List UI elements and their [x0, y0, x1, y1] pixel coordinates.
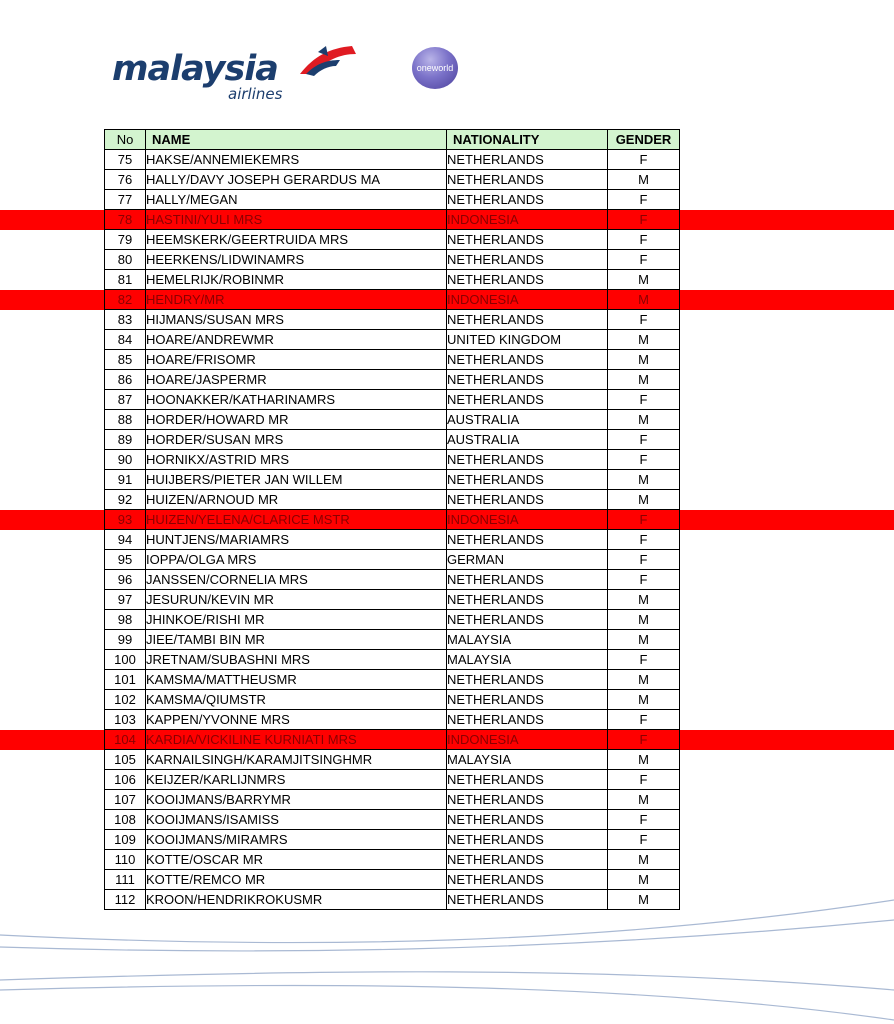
table-row: [105, 610, 680, 630]
cell-no: 99: [105, 630, 146, 650]
cell-name: HOONAKKER/KATHARINAMRS: [146, 390, 447, 410]
cell-gender: M: [608, 470, 680, 490]
cell-gender: M: [608, 610, 680, 630]
cell-no: 92: [105, 490, 146, 510]
cell-name: KARDIA/VICKILINE KURNIATI MRS: [146, 730, 447, 750]
cell-no: 95: [105, 550, 146, 570]
cell-no: 98: [105, 610, 146, 630]
cell-no: 110: [105, 850, 146, 870]
cell-nationality: NETHERLANDS: [447, 190, 608, 210]
table-row: [105, 450, 680, 470]
cell-no: 107: [105, 790, 146, 810]
cell-no: 81: [105, 270, 146, 290]
cell-name: KOOIJMANS/ISAMISS: [146, 810, 447, 830]
cell-name: HORDER/HOWARD MR: [146, 410, 447, 430]
cell-no: 82: [105, 290, 146, 310]
cell-nationality: NETHERLANDS: [447, 610, 608, 630]
cell-nationality: NETHERLANDS: [447, 670, 608, 690]
cell-no: 87: [105, 390, 146, 410]
cell-gender: M: [608, 890, 680, 910]
cell-gender: F: [608, 530, 680, 550]
decorative-swoosh: [0, 895, 894, 1024]
header-no: No: [105, 130, 146, 150]
cell-name: JIEE/TAMBI BIN MR: [146, 630, 447, 650]
cell-nationality: INDONESIA: [447, 290, 608, 310]
cell-nationality: AUSTRALIA: [447, 410, 608, 430]
cell-name: HALLY/MEGAN: [146, 190, 447, 210]
cell-name: HOARE/FRISOMR: [146, 350, 447, 370]
cell-nationality: MALAYSIA: [447, 650, 608, 670]
cell-name: HUIZEN/ARNOUD MR: [146, 490, 447, 510]
table-row: [105, 590, 680, 610]
cell-no: 90: [105, 450, 146, 470]
cell-nationality: NETHERLANDS: [447, 770, 608, 790]
header-gender: GENDER: [608, 130, 680, 150]
cell-gender: F: [608, 810, 680, 830]
cell-name: KEIJZER/KARLIJNMRS: [146, 770, 447, 790]
cell-name: KAMSMA/MATTHEUSMR: [146, 670, 447, 690]
table-row: [105, 150, 680, 170]
table-row: [105, 250, 680, 270]
cell-no: 79: [105, 230, 146, 250]
cell-name: HEEMSKERK/GEERTRUIDA MRS: [146, 230, 447, 250]
oneworld-logo: oneworld: [412, 47, 458, 89]
cell-gender: M: [608, 750, 680, 770]
cell-no: 75: [105, 150, 146, 170]
cell-gender: F: [608, 250, 680, 270]
cell-no: 78: [105, 210, 146, 230]
cell-no: 77: [105, 190, 146, 210]
table-row: [105, 550, 680, 570]
cell-no: 94: [105, 530, 146, 550]
cell-gender: M: [608, 490, 680, 510]
table-row: [105, 750, 680, 770]
cell-no: 84: [105, 330, 146, 350]
table-row: [105, 670, 680, 690]
cell-no: 76: [105, 170, 146, 190]
cell-no: 93: [105, 510, 146, 530]
table-row: [105, 850, 680, 870]
cell-gender: M: [608, 850, 680, 870]
cell-name: HOARE/JASPERMR: [146, 370, 447, 390]
cell-name: HIJMANS/SUSAN MRS: [146, 310, 447, 330]
cell-name: KOOIJMANS/BARRYMR: [146, 790, 447, 810]
cell-no: 104: [105, 730, 146, 750]
table-row: [105, 210, 680, 230]
cell-gender: F: [608, 310, 680, 330]
cell-gender: F: [608, 570, 680, 590]
cell-no: 91: [105, 470, 146, 490]
logo-subtitle: airlines: [228, 85, 283, 103]
cell-nationality: NETHERLANDS: [447, 310, 608, 330]
cell-no: 83: [105, 310, 146, 330]
table-row: [105, 390, 680, 410]
table-row: [105, 730, 680, 750]
passenger-table: [104, 129, 680, 910]
cell-gender: M: [608, 330, 680, 350]
cell-gender: M: [608, 290, 680, 310]
cell-gender: M: [608, 870, 680, 890]
cell-no: 105: [105, 750, 146, 770]
cell-nationality: NETHERLANDS: [447, 850, 608, 870]
cell-nationality: NETHERLANDS: [447, 450, 608, 470]
table-row: [105, 630, 680, 650]
table-row: [105, 570, 680, 590]
table-row: [105, 830, 680, 850]
cell-gender: M: [608, 790, 680, 810]
cell-no: 108: [105, 810, 146, 830]
table-row: [105, 710, 680, 730]
cell-name: HEMELRIJK/ROBINMR: [146, 270, 447, 290]
cell-no: 100: [105, 650, 146, 670]
cell-gender: M: [608, 630, 680, 650]
cell-gender: F: [608, 230, 680, 250]
cell-no: 88: [105, 410, 146, 430]
cell-nationality: NETHERLANDS: [447, 790, 608, 810]
cell-name: HEERKENS/LIDWINAMRS: [146, 250, 447, 270]
cell-name: KAPPEN/YVONNE MRS: [146, 710, 447, 730]
cell-nationality: NETHERLANDS: [447, 370, 608, 390]
table-row: [105, 430, 680, 450]
cell-no: 85: [105, 350, 146, 370]
cell-nationality: NETHERLANDS: [447, 570, 608, 590]
cell-gender: F: [608, 510, 680, 530]
cell-nationality: NETHERLANDS: [447, 890, 608, 910]
cell-no: 103: [105, 710, 146, 730]
table-row: [105, 410, 680, 430]
cell-name: HALLY/DAVY JOSEPH GERARDUS MA: [146, 170, 447, 190]
cell-name: HUIZEN/YELENA/CLARICE MSTR: [146, 510, 447, 530]
table-row: [105, 790, 680, 810]
cell-nationality: NETHERLANDS: [447, 810, 608, 830]
cell-no: 80: [105, 250, 146, 270]
cell-nationality: NETHERLANDS: [447, 470, 608, 490]
cell-name: JESURUN/KEVIN MR: [146, 590, 447, 610]
cell-gender: M: [608, 370, 680, 390]
cell-nationality: INDONESIA: [447, 730, 608, 750]
cell-nationality: NETHERLANDS: [447, 490, 608, 510]
cell-no: 111: [105, 870, 146, 890]
cell-nationality: GERMAN: [447, 550, 608, 570]
cell-no: 89: [105, 430, 146, 450]
cell-gender: F: [608, 710, 680, 730]
cell-no: 97: [105, 590, 146, 610]
malaysia-airlines-logo: [110, 42, 365, 108]
table-row: [105, 870, 680, 890]
cell-name: KARNAILSINGH/KARAMJITSINGHMR: [146, 750, 447, 770]
cell-gender: F: [608, 430, 680, 450]
table-row: [105, 290, 680, 310]
table-row: [105, 350, 680, 370]
cell-gender: F: [608, 830, 680, 850]
header-nationality: NATIONALITY: [447, 130, 608, 150]
cell-nationality: NETHERLANDS: [447, 250, 608, 270]
cell-nationality: NETHERLANDS: [447, 390, 608, 410]
logo-wordmark: malaysia: [112, 49, 278, 89]
cell-gender: M: [608, 170, 680, 190]
cell-nationality: INDONESIA: [447, 210, 608, 230]
table-row: [105, 310, 680, 330]
cell-name: KOOIJMANS/MIRAMRS: [146, 830, 447, 850]
cell-no: 101: [105, 670, 146, 690]
cell-no: 86: [105, 370, 146, 390]
cell-nationality: UNITED KINGDOM: [447, 330, 608, 350]
cell-gender: M: [608, 590, 680, 610]
cell-nationality: NETHERLANDS: [447, 530, 608, 550]
cell-gender: F: [608, 390, 680, 410]
cell-nationality: NETHERLANDS: [447, 590, 608, 610]
cell-nationality: NETHERLANDS: [447, 170, 608, 190]
table-row: [105, 270, 680, 290]
cell-name: HENDRY/MR: [146, 290, 447, 310]
cell-no: 112: [105, 890, 146, 910]
cell-no: 106: [105, 770, 146, 790]
cell-nationality: MALAYSIA: [447, 630, 608, 650]
cell-name: HOARE/ANDREWMR: [146, 330, 447, 350]
cell-no: 102: [105, 690, 146, 710]
cell-name: HUIJBERS/PIETER JAN WILLEM: [146, 470, 447, 490]
cell-gender: F: [608, 650, 680, 670]
cell-name: KOTTE/REMCO MR: [146, 870, 447, 890]
table-row: [105, 530, 680, 550]
cell-gender: F: [608, 150, 680, 170]
cell-nationality: INDONESIA: [447, 510, 608, 530]
table-row: [105, 690, 680, 710]
cell-gender: M: [608, 270, 680, 290]
table-row: [105, 650, 680, 670]
cell-name: JANSSEN/CORNELIA MRS: [146, 570, 447, 590]
table-header-row: [105, 130, 680, 150]
table-row: [105, 810, 680, 830]
table-row: [105, 170, 680, 190]
cell-name: JRETNAM/SUBASHNI MRS: [146, 650, 447, 670]
header-name: NAME: [146, 130, 447, 150]
cell-no: 96: [105, 570, 146, 590]
cell-name: HUNTJENS/MARIAMRS: [146, 530, 447, 550]
cell-no: 109: [105, 830, 146, 850]
cell-name: JHINKOE/RISHI MR: [146, 610, 447, 630]
cell-gender: F: [608, 190, 680, 210]
cell-gender: F: [608, 450, 680, 470]
table-row: [105, 490, 680, 510]
table-row: [105, 470, 680, 490]
cell-nationality: MALAYSIA: [447, 750, 608, 770]
cell-nationality: NETHERLANDS: [447, 270, 608, 290]
cell-nationality: AUSTRALIA: [447, 430, 608, 450]
cell-name: KOTTE/OSCAR MR: [146, 850, 447, 870]
table-row: [105, 370, 680, 390]
cell-name: KROON/HENDRIKROKUSMR: [146, 890, 447, 910]
table-row: [105, 190, 680, 210]
cell-gender: F: [608, 730, 680, 750]
cell-nationality: NETHERLANDS: [447, 350, 608, 370]
table-row: [105, 770, 680, 790]
cell-gender: M: [608, 410, 680, 430]
table-row: [105, 510, 680, 530]
cell-name: HASTINI/YULI MRS: [146, 210, 447, 230]
table-row: [105, 330, 680, 350]
cell-nationality: NETHERLANDS: [447, 870, 608, 890]
cell-gender: M: [608, 670, 680, 690]
kite-icon: [296, 44, 358, 78]
cell-nationality: NETHERLANDS: [447, 230, 608, 250]
cell-gender: F: [608, 550, 680, 570]
cell-name: KAMSMA/QIUMSTR: [146, 690, 447, 710]
cell-nationality: NETHERLANDS: [447, 710, 608, 730]
cell-nationality: NETHERLANDS: [447, 150, 608, 170]
table-row: [105, 230, 680, 250]
cell-name: HAKSE/ANNEMIEKEMRS: [146, 150, 447, 170]
cell-name: HORDER/SUSAN MRS: [146, 430, 447, 450]
cell-gender: M: [608, 350, 680, 370]
cell-gender: F: [608, 770, 680, 790]
cell-nationality: NETHERLANDS: [447, 830, 608, 850]
cell-gender: F: [608, 210, 680, 230]
cell-gender: M: [608, 690, 680, 710]
cell-name: IOPPA/OLGA MRS: [146, 550, 447, 570]
cell-name: HORNIKX/ASTRID MRS: [146, 450, 447, 470]
cell-nationality: NETHERLANDS: [447, 690, 608, 710]
